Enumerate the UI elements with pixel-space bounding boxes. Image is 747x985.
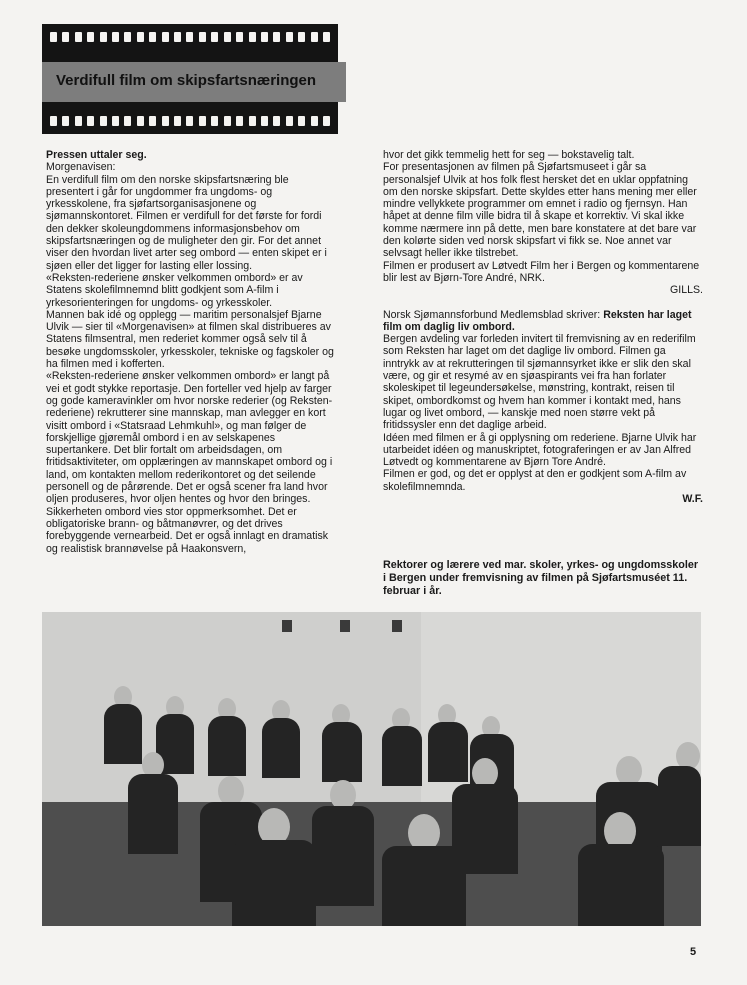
title-banner xyxy=(42,24,338,134)
paragraph: Idéen med filmen er å gi opplysning om rederiene. Bjarne Ulvik har utarbeidet idéen og manuskriptet, fotograferingen er av Jan Alfred Løtvedt og kommentarene av Bjørn Tore André. xyxy=(383,431,697,469)
film-perforations-bottom xyxy=(50,116,330,126)
source-label: Morgenavisen: xyxy=(46,161,116,174)
paragraph: Bergen avdeling var forleden invitert til fremvisning av en rederifilm som Reksten har laget om det daglige liv ombord. Filmen ga inntrykk av at rekrutteringen til sjømannsyrket ikke er slik den skal være, og gir et resymé av en sjøaspirants vei fra han forlater skoleskipet til legeundersøkelse, mønstring, kontrakt, reisen til skipet, ombordkomst og hvem han kommer i kontakt med, hans lugar og livet ombord, — kanskje med noen større vekt på fritidssysler enn det daglige arbeid. xyxy=(383,333,696,432)
section-heading: Pressen uttaler seg. xyxy=(46,149,147,161)
paragraph: Filmen er produsert av Løtvedt Film her i Bergen og kommentarene blir lest av Bjørn-Tore André, NRK. xyxy=(383,259,700,284)
signature-gills: GILLS. xyxy=(670,284,703,297)
paragraph: En verdifull film om den norske skipsfartsnæring ble presentert i går for ungdommer fra ungdoms- og yrkesskolene, fra sjøfartsorganisasjonene og sjømannskontoret. Filmen er verdifull for det første for fordi den dekker skoleungdommens informasjonsbehov om skipsfartsnæringen og de muligheter den gir. For det annet viser den hvordan livet arter seg ombord — enten skipet er i sjøen eller det ligger for lasting eller lossing. xyxy=(46,173,327,272)
left-column xyxy=(46,149,336,555)
paragraph: Mannen bak idé og opplegg — maritim personalsjef Bjarne Ulvik — sier til «Morgenavisen» at filmen skal distribueres av Statens filmsentral, men rederiet kommer også selv til å besøke ungdomsskoler, yrkesskoler, tekniske og fagskoler og ha filmen med i kofferten. xyxy=(46,308,334,371)
film-perforations-top xyxy=(50,32,330,42)
paragraph: «Reksten-rederiene ønsker velkommen ombord» er langt på vei et godt stykke reportasje. Den forteller ved hjelp av farger og gode kameravinkler om hvor norske rederier (og Reksten-rederiene) rekrutterer sine mannskap, man avlegger en kort visitt ombord i «Statsraad Lehmkuhl», og man følger de forskjellige gjøremål ombord i en av selskapenes supertankere. Det blir fortalt om arbeidsdagen, om fritidsaktiviteter, om opplæringen av mannskapet ombord og i land, om kontakten mellom rederikontoret og det seilende personell og de pårørende. Det er også scener fra land hvor oljen produseres, hvor oljen hentes og hvor den bringes. xyxy=(46,370,333,506)
page-number: 5 xyxy=(690,946,697,958)
signature-wf: W.F. xyxy=(682,493,703,506)
right-column xyxy=(383,149,703,505)
paragraph: hvor det gikk temmelig hett for seg — bokstavelig talt. xyxy=(383,149,635,161)
quoted-headline: Reksten har laget film om daglig liv ombord. xyxy=(383,308,692,333)
audience-photo xyxy=(42,612,701,926)
paragraph-intro xyxy=(383,309,703,334)
paragraph: For presentasjonen av filmen på Sjøfartsmuseet i går sa personalsjef Ulvik at hos folk flest hersket det en uklar oppfatning om den norske skipsfart. Dette skyldes etter hans mening mer eller mindre vellykkete programmer om emnet i radio og fjernsyn. Han håpet at denne film ville bidra til å skape et korrektiv. Vi skal ikke komme nærmere inn på dette, men bare konstatere at det bare var den kolørte siden ved norsk skipsfart vi fikk se. Noe annet var selvsagt heller ikke tilstrebet. xyxy=(383,161,697,260)
paragraph: «Reksten-rederiene ønsker velkommen ombord» er av Statens skolefilmnemnd blitt godkjent som A-film i yrkesorienteringen for ungdoms- og yrkesskoler. xyxy=(46,271,303,309)
source-intro: Norsk Sjømannsforbund Medlemsblad skriver: xyxy=(383,308,604,321)
photo-caption: Rektorer og lærere ved mar. skoler, yrkes- og ungdomsskoler i Bergen under fremvisning av filmen på Sjøfartsmuséet 11. februar i år. xyxy=(383,559,699,597)
paragraph: Sikkerheten ombord vies stor oppmerksomhet. Det er obligatoriske brann- og båtmanøvrer, og det drives forebyggende vernearbeid. Det er også innlagt en dramatisk og realistisk brannøvelse på Haakonsvern, xyxy=(46,505,329,555)
paragraph: Filmen er god, og det er opplyst at den er godkjent som A-film av skolefilmnemnda. xyxy=(383,468,687,493)
article-title: Verdifull film om skipsfartsnæringen xyxy=(56,72,317,89)
